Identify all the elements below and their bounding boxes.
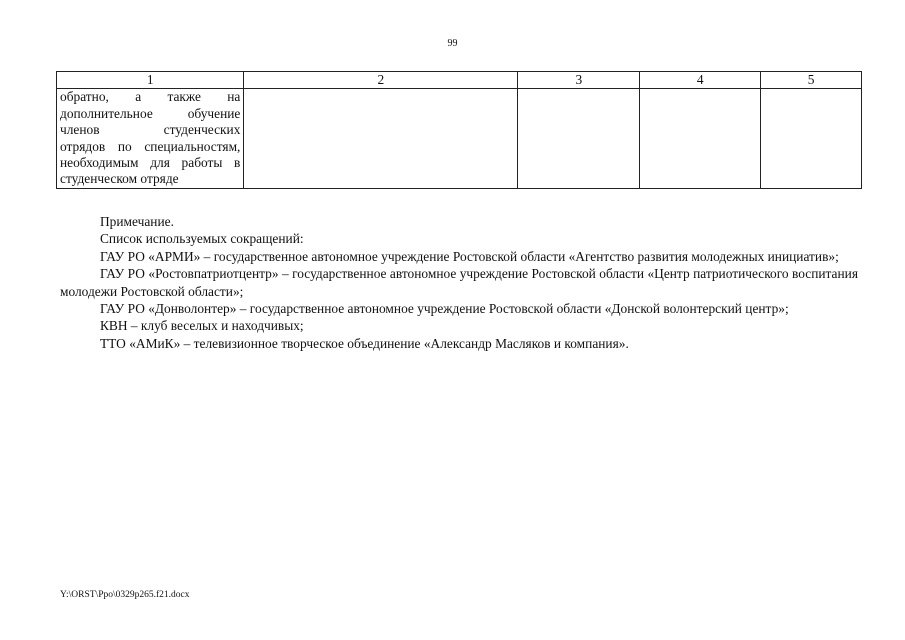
note-title: Примечание. xyxy=(100,214,174,229)
abbreviation-item: ТТО «АМиК» – телевизионное творческое объединение «Александр Масляков и компания». xyxy=(100,335,629,351)
cell-text-line: обратно, а также на xyxy=(60,89,241,105)
cell-text-line: отрядов по специальностям, xyxy=(60,138,241,154)
table-cell xyxy=(244,89,518,188)
table-row xyxy=(57,89,862,188)
table-cell xyxy=(518,89,640,188)
abbreviation-item: ГАУ РО «АРМИ» – государственное автономное учреждение Ростовской области «Агентство развития молодежных инициатив»; xyxy=(100,248,839,264)
note-intro: Список используемых сокращений: xyxy=(100,231,304,247)
cell-text-line: необходимым для работы в xyxy=(60,155,241,171)
cell-text-line: дополнительное обучение xyxy=(60,105,241,121)
table-header-cell: 4 xyxy=(640,72,761,89)
table-header-row xyxy=(57,72,862,89)
cell-text-line: членов студенческих xyxy=(60,122,241,138)
cell-text-line: студенческом отряде xyxy=(60,171,179,187)
table-header-cell: 2 xyxy=(244,72,518,89)
table-cell-description xyxy=(57,89,244,188)
table-header-cell: 5 xyxy=(761,72,862,89)
table-cell xyxy=(640,89,761,188)
file-path-footer: Y:\ORST\Ppo\0329p265.f21.docx xyxy=(60,590,190,600)
data-table xyxy=(56,71,862,189)
abbreviation-item: ГАУ РО «Ростовпатриотцентр» – государственное автономное учреждение Ростовской области «Центр патриотического воспитания молодежи Ростовской области»; xyxy=(60,266,858,299)
table-header-cell: 3 xyxy=(518,72,640,89)
abbreviation-item: КВН – клуб веселых и находчивых; xyxy=(100,318,304,334)
note-section xyxy=(60,213,858,352)
abbreviation-item: ГАУ РО «Донволонтер» – государственное автономное учреждение Ростовской области «Донской волонтерский центр»; xyxy=(100,301,789,317)
page-number: 99 xyxy=(447,38,458,49)
table-header-cell: 1 xyxy=(57,72,244,89)
table-cell xyxy=(761,89,862,188)
